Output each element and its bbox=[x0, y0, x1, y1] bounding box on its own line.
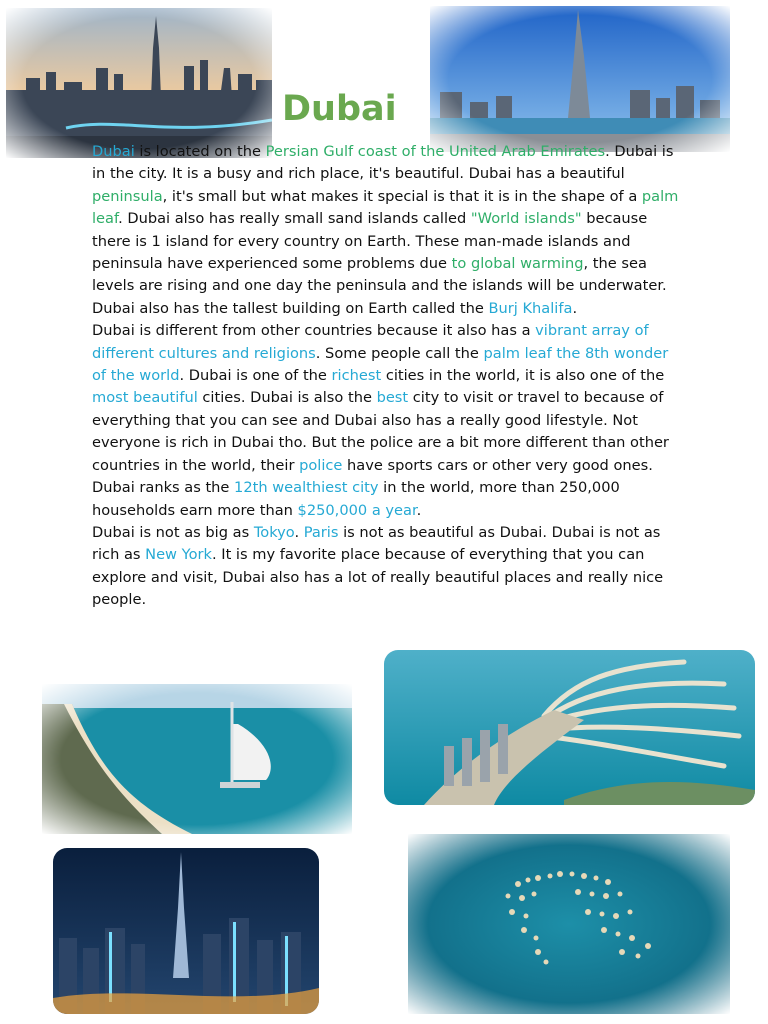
paragraph-text: , it's small but what makes it special is that it is in the shape of a bbox=[162, 187, 642, 205]
highlighted-term: palm leaf the 8th wonder of the world bbox=[92, 344, 669, 385]
highlighted-term: Persian Gulf coast of the United Arab Emirates bbox=[265, 143, 606, 160]
highlighted-term: most beautiful bbox=[92, 389, 198, 407]
paragraph-text: is not as beautiful as Dubai. Dubai is not as rich as bbox=[92, 523, 661, 564]
highlighted-term: Paris bbox=[303, 523, 339, 541]
highlighted-term: Burj Khalifa bbox=[488, 299, 573, 317]
highlighted-term: peninsula bbox=[92, 187, 163, 205]
highlighted-term: Dubai bbox=[92, 143, 135, 160]
paragraph-text: . bbox=[572, 299, 578, 317]
article-paragraph bbox=[92, 320, 682, 522]
page-title: Dubai bbox=[282, 89, 397, 129]
paragraph-text: . Some people call the bbox=[315, 344, 484, 362]
highlighted-term: 12th wealthiest city bbox=[234, 479, 379, 497]
paragraph-text: city to visit or travel to because of everything that you can see and Dubai also has a really good lifestyle. Not everyone is rich in Dubai tho. But the police are a bit more different than other countries in the world, their bbox=[92, 389, 669, 474]
article-body bbox=[92, 141, 682, 612]
burj-khalifa-photo bbox=[430, 6, 730, 152]
dubai-night-photo bbox=[53, 848, 319, 1014]
paragraph-text: in the world, more than 250,000 households earn more than bbox=[92, 479, 620, 519]
article-paragraph bbox=[92, 522, 682, 612]
highlighted-term: "World islands" bbox=[470, 210, 582, 228]
paragraph-text: . Dubai is one of the bbox=[179, 367, 332, 385]
paragraph-text: Dubai is different from other countries because it also has a bbox=[92, 322, 536, 340]
paragraph-text: cities. Dubai is also the bbox=[197, 389, 377, 407]
paragraph-text: . bbox=[294, 523, 304, 541]
highlighted-term: New York bbox=[145, 546, 212, 564]
highlighted-term: $250,000 a year bbox=[297, 501, 417, 519]
highlighted-term: vibrant array of different cultures and religions bbox=[92, 322, 649, 362]
paragraph-text: have sports cars or other very good ones. Dubai ranks as the bbox=[92, 456, 653, 497]
skyline-sunset-photo bbox=[6, 8, 272, 158]
highlighted-term: best bbox=[376, 389, 409, 407]
paragraph-text: . It is my favorite place because of everything that you can explore and visit, Dubai also has a lot of really beautiful places and really nice people. bbox=[92, 546, 664, 609]
highlighted-term: to global warming bbox=[451, 255, 584, 273]
highlighted-term: police bbox=[299, 456, 343, 474]
paragraph-text: because there is 1 island for every country on Earth. These man-made islands and peninsula have experienced some problems due bbox=[92, 210, 648, 273]
paragraph-text: is located on the bbox=[134, 143, 266, 160]
highlighted-term: richest bbox=[331, 367, 382, 385]
article-paragraph bbox=[92, 141, 682, 320]
paragraph-text: cities in the world, it is also one of the bbox=[381, 367, 665, 385]
highlighted-term: Tokyo bbox=[253, 523, 295, 541]
world-islands-photo bbox=[408, 834, 730, 1014]
burj-al-arab-photo bbox=[42, 684, 352, 834]
paragraph-text: Dubai is not as big as bbox=[92, 523, 254, 541]
highlighted-term: palm leaf bbox=[92, 187, 679, 228]
paragraph-text: , the sea levels are rising and one day the peninsula and the islands will be underwater. Dubai also has the tallest building on Earth called the bbox=[92, 255, 667, 317]
paragraph-text: . Dubai also has really small sand islands called bbox=[118, 210, 471, 228]
paragraph-text: . Dubai is in the city. It is a busy and rich place, it's beautiful. Dubai has a beautiful bbox=[92, 143, 674, 183]
paragraph-text: . bbox=[416, 501, 422, 519]
palm-jumeirah-photo bbox=[384, 650, 755, 805]
